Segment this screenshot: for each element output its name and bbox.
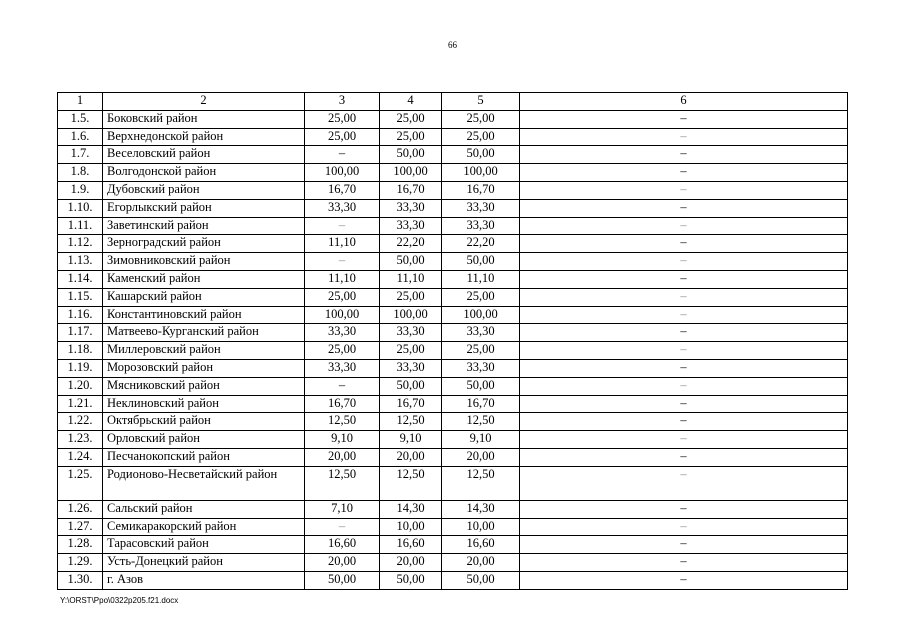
row-number: 1.18. bbox=[58, 342, 103, 360]
value-col-5: 50,00 bbox=[442, 146, 520, 164]
value-col-6: – bbox=[520, 270, 848, 288]
row-number: 1.15. bbox=[58, 288, 103, 306]
value-col-6: – bbox=[520, 571, 848, 589]
value-col-5: 50,00 bbox=[442, 571, 520, 589]
district-name: Орловский район bbox=[103, 431, 305, 449]
table-row bbox=[58, 181, 848, 199]
value-col-6: – bbox=[520, 306, 848, 324]
row-number: 1.13. bbox=[58, 253, 103, 271]
value-col-6: – bbox=[520, 500, 848, 518]
value-col-5: 14,30 bbox=[442, 500, 520, 518]
row-number: 1.29. bbox=[58, 554, 103, 572]
value-col-5: 10,00 bbox=[442, 518, 520, 536]
value-col-6: – bbox=[520, 554, 848, 572]
value-col-6: – bbox=[520, 128, 848, 146]
value-col-6: – bbox=[520, 235, 848, 253]
value-col-5: 22,20 bbox=[442, 235, 520, 253]
value-col-3: – bbox=[305, 377, 380, 395]
value-col-3: 33,30 bbox=[305, 199, 380, 217]
district-name: г. Азов bbox=[103, 571, 305, 589]
value-col-4: 100,00 bbox=[380, 164, 442, 182]
district-name: Усть-Донецкий район bbox=[103, 554, 305, 572]
value-col-3: 7,10 bbox=[305, 500, 380, 518]
value-col-3: 33,30 bbox=[305, 324, 380, 342]
district-name: Семикаракорский район bbox=[103, 518, 305, 536]
value-col-3: 11,10 bbox=[305, 270, 380, 288]
value-col-5: 33,30 bbox=[442, 324, 520, 342]
value-col-3: 25,00 bbox=[305, 128, 380, 146]
value-col-6: – bbox=[520, 288, 848, 306]
district-name: Зимовниковский район bbox=[103, 253, 305, 271]
row-number: 1.8. bbox=[58, 164, 103, 182]
row-number: 1.27. bbox=[58, 518, 103, 536]
row-number: 1.11. bbox=[58, 217, 103, 235]
value-col-3: 16,60 bbox=[305, 536, 380, 554]
value-col-3: 16,70 bbox=[305, 395, 380, 413]
value-col-5: 25,00 bbox=[442, 110, 520, 128]
value-col-5: 16,70 bbox=[442, 395, 520, 413]
value-col-3: 9,10 bbox=[305, 431, 380, 449]
value-col-5: 12,50 bbox=[442, 466, 520, 500]
value-col-5: 11,10 bbox=[442, 270, 520, 288]
row-number: 1.9. bbox=[58, 181, 103, 199]
table-row bbox=[58, 448, 848, 466]
value-col-4: 16,70 bbox=[380, 395, 442, 413]
value-col-5: 20,00 bbox=[442, 448, 520, 466]
value-col-5: 16,60 bbox=[442, 536, 520, 554]
district-name: Неклиновский район bbox=[103, 395, 305, 413]
value-col-5: 50,00 bbox=[442, 253, 520, 271]
value-col-5: 33,30 bbox=[442, 359, 520, 377]
footer-file-path: Y:\ORST\Ppo\0322p205.f21.docx bbox=[60, 596, 179, 605]
value-col-3: – bbox=[305, 146, 380, 164]
district-name: Заветинский район bbox=[103, 217, 305, 235]
table-row bbox=[58, 518, 848, 536]
value-col-5: 25,00 bbox=[442, 288, 520, 306]
district-name: Октябрьский район bbox=[103, 413, 305, 431]
district-name: Морозовский район bbox=[103, 359, 305, 377]
value-col-5: 33,30 bbox=[442, 217, 520, 235]
value-col-5: 12,50 bbox=[442, 413, 520, 431]
value-col-6: – bbox=[520, 110, 848, 128]
table-row bbox=[58, 164, 848, 182]
table-row bbox=[58, 270, 848, 288]
value-col-3: 25,00 bbox=[305, 288, 380, 306]
row-number: 1.22. bbox=[58, 413, 103, 431]
value-col-4: 12,50 bbox=[380, 413, 442, 431]
value-col-3: 20,00 bbox=[305, 448, 380, 466]
district-name: Константиновский район bbox=[103, 306, 305, 324]
value-col-4: 25,00 bbox=[380, 110, 442, 128]
value-col-3: 25,00 bbox=[305, 342, 380, 360]
district-name: Дубовский район bbox=[103, 181, 305, 199]
district-name: Мясниковский район bbox=[103, 377, 305, 395]
table-row bbox=[58, 128, 848, 146]
district-name: Сальский район bbox=[103, 500, 305, 518]
header-cell-5: 5 bbox=[442, 93, 520, 111]
value-col-5: 100,00 bbox=[442, 306, 520, 324]
value-col-6: – bbox=[520, 536, 848, 554]
value-col-4: 100,00 bbox=[380, 306, 442, 324]
value-col-4: 9,10 bbox=[380, 431, 442, 449]
district-name: Веселовский район bbox=[103, 146, 305, 164]
value-col-3: 25,00 bbox=[305, 110, 380, 128]
value-col-4: 50,00 bbox=[380, 377, 442, 395]
value-col-4: 33,30 bbox=[380, 217, 442, 235]
value-col-4: 25,00 bbox=[380, 342, 442, 360]
district-name: Родионово-Несветайский район bbox=[103, 466, 305, 500]
row-number: 1.17. bbox=[58, 324, 103, 342]
district-name: Песчанокопский район bbox=[103, 448, 305, 466]
header-cell-4: 4 bbox=[380, 93, 442, 111]
row-number: 1.28. bbox=[58, 536, 103, 554]
row-number: 1.24. bbox=[58, 448, 103, 466]
value-col-4: 16,60 bbox=[380, 536, 442, 554]
table-row bbox=[58, 554, 848, 572]
district-name: Тарасовский район bbox=[103, 536, 305, 554]
table-row bbox=[58, 536, 848, 554]
value-col-5: 9,10 bbox=[442, 431, 520, 449]
header-cell-2: 2 bbox=[103, 93, 305, 111]
district-name: Волгодонской район bbox=[103, 164, 305, 182]
district-name: Боковский район bbox=[103, 110, 305, 128]
table-row bbox=[58, 500, 848, 518]
value-col-3: – bbox=[305, 217, 380, 235]
district-name: Егорлыкский район bbox=[103, 199, 305, 217]
header-row bbox=[58, 93, 848, 111]
value-col-6: – bbox=[520, 518, 848, 536]
value-col-3: 12,50 bbox=[305, 466, 380, 500]
value-col-5: 50,00 bbox=[442, 377, 520, 395]
table-row bbox=[58, 288, 848, 306]
table-row bbox=[58, 413, 848, 431]
value-col-6: – bbox=[520, 448, 848, 466]
table-row bbox=[58, 342, 848, 360]
table-row bbox=[58, 217, 848, 235]
district-name: Кашарский район bbox=[103, 288, 305, 306]
table-row bbox=[58, 306, 848, 324]
value-col-4: 25,00 bbox=[380, 128, 442, 146]
row-number: 1.30. bbox=[58, 571, 103, 589]
table-row bbox=[58, 466, 848, 500]
value-col-6: – bbox=[520, 324, 848, 342]
value-col-3: 33,30 bbox=[305, 359, 380, 377]
row-number: 1.19. bbox=[58, 359, 103, 377]
table-row bbox=[58, 377, 848, 395]
value-col-3: 11,10 bbox=[305, 235, 380, 253]
value-col-6: – bbox=[520, 217, 848, 235]
header-cell-3: 3 bbox=[305, 93, 380, 111]
value-col-6: – bbox=[520, 146, 848, 164]
table-row bbox=[58, 395, 848, 413]
row-number: 1.25. bbox=[58, 466, 103, 500]
table-row bbox=[58, 324, 848, 342]
value-col-4: 14,30 bbox=[380, 500, 442, 518]
table-row bbox=[58, 571, 848, 589]
value-col-4: 33,30 bbox=[380, 324, 442, 342]
value-col-5: 20,00 bbox=[442, 554, 520, 572]
value-col-4: 12,50 bbox=[380, 466, 442, 500]
value-col-5: 25,00 bbox=[442, 342, 520, 360]
row-number: 1.12. bbox=[58, 235, 103, 253]
district-name: Матвеево-Курганский район bbox=[103, 324, 305, 342]
value-col-4: 10,00 bbox=[380, 518, 442, 536]
value-col-6: – bbox=[520, 253, 848, 271]
table-row bbox=[58, 431, 848, 449]
value-col-6: – bbox=[520, 181, 848, 199]
value-col-4: 20,00 bbox=[380, 448, 442, 466]
value-col-6: – bbox=[520, 377, 848, 395]
table-row bbox=[58, 235, 848, 253]
value-col-6: – bbox=[520, 466, 848, 500]
value-col-3: 16,70 bbox=[305, 181, 380, 199]
value-col-4: 33,30 bbox=[380, 199, 442, 217]
row-number: 1.10. bbox=[58, 199, 103, 217]
row-number: 1.26. bbox=[58, 500, 103, 518]
table-row bbox=[58, 110, 848, 128]
value-col-3: – bbox=[305, 518, 380, 536]
value-col-6: – bbox=[520, 342, 848, 360]
value-col-6: – bbox=[520, 359, 848, 377]
table-row bbox=[58, 146, 848, 164]
district-name: Верхнедонской район bbox=[103, 128, 305, 146]
row-number: 1.21. bbox=[58, 395, 103, 413]
table-row bbox=[58, 199, 848, 217]
value-col-4: 16,70 bbox=[380, 181, 442, 199]
value-col-5: 33,30 bbox=[442, 199, 520, 217]
value-col-5: 25,00 bbox=[442, 128, 520, 146]
value-col-4: 50,00 bbox=[380, 571, 442, 589]
value-col-3: 20,00 bbox=[305, 554, 380, 572]
row-number: 1.7. bbox=[58, 146, 103, 164]
table-row bbox=[58, 359, 848, 377]
row-number: 1.23. bbox=[58, 431, 103, 449]
value-col-4: 33,30 bbox=[380, 359, 442, 377]
value-col-5: 100,00 bbox=[442, 164, 520, 182]
value-col-6: – bbox=[520, 199, 848, 217]
table-body bbox=[58, 110, 848, 589]
district-name: Миллеровский район bbox=[103, 342, 305, 360]
value-col-6: – bbox=[520, 395, 848, 413]
row-number: 1.16. bbox=[58, 306, 103, 324]
value-col-4: 50,00 bbox=[380, 253, 442, 271]
value-col-6: – bbox=[520, 431, 848, 449]
row-number: 1.5. bbox=[58, 110, 103, 128]
data-table bbox=[57, 92, 848, 590]
page-number: 66 bbox=[448, 40, 457, 50]
value-col-3: 100,00 bbox=[305, 164, 380, 182]
value-col-4: 50,00 bbox=[380, 146, 442, 164]
header-cell-1: 1 bbox=[58, 93, 103, 111]
value-col-4: 22,20 bbox=[380, 235, 442, 253]
value-col-4: 20,00 bbox=[380, 554, 442, 572]
header-cell-6: 6 bbox=[520, 93, 848, 111]
value-col-4: 11,10 bbox=[380, 270, 442, 288]
row-number: 1.20. bbox=[58, 377, 103, 395]
value-col-4: 25,00 bbox=[380, 288, 442, 306]
value-col-3: 50,00 bbox=[305, 571, 380, 589]
value-col-5: 16,70 bbox=[442, 181, 520, 199]
row-number: 1.6. bbox=[58, 128, 103, 146]
value-col-3: 100,00 bbox=[305, 306, 380, 324]
table-row bbox=[58, 253, 848, 271]
value-col-3: – bbox=[305, 253, 380, 271]
value-col-3: 12,50 bbox=[305, 413, 380, 431]
district-name: Зерноградский район bbox=[103, 235, 305, 253]
row-number: 1.14. bbox=[58, 270, 103, 288]
value-col-6: – bbox=[520, 413, 848, 431]
district-name: Каменский район bbox=[103, 270, 305, 288]
value-col-6: – bbox=[520, 164, 848, 182]
